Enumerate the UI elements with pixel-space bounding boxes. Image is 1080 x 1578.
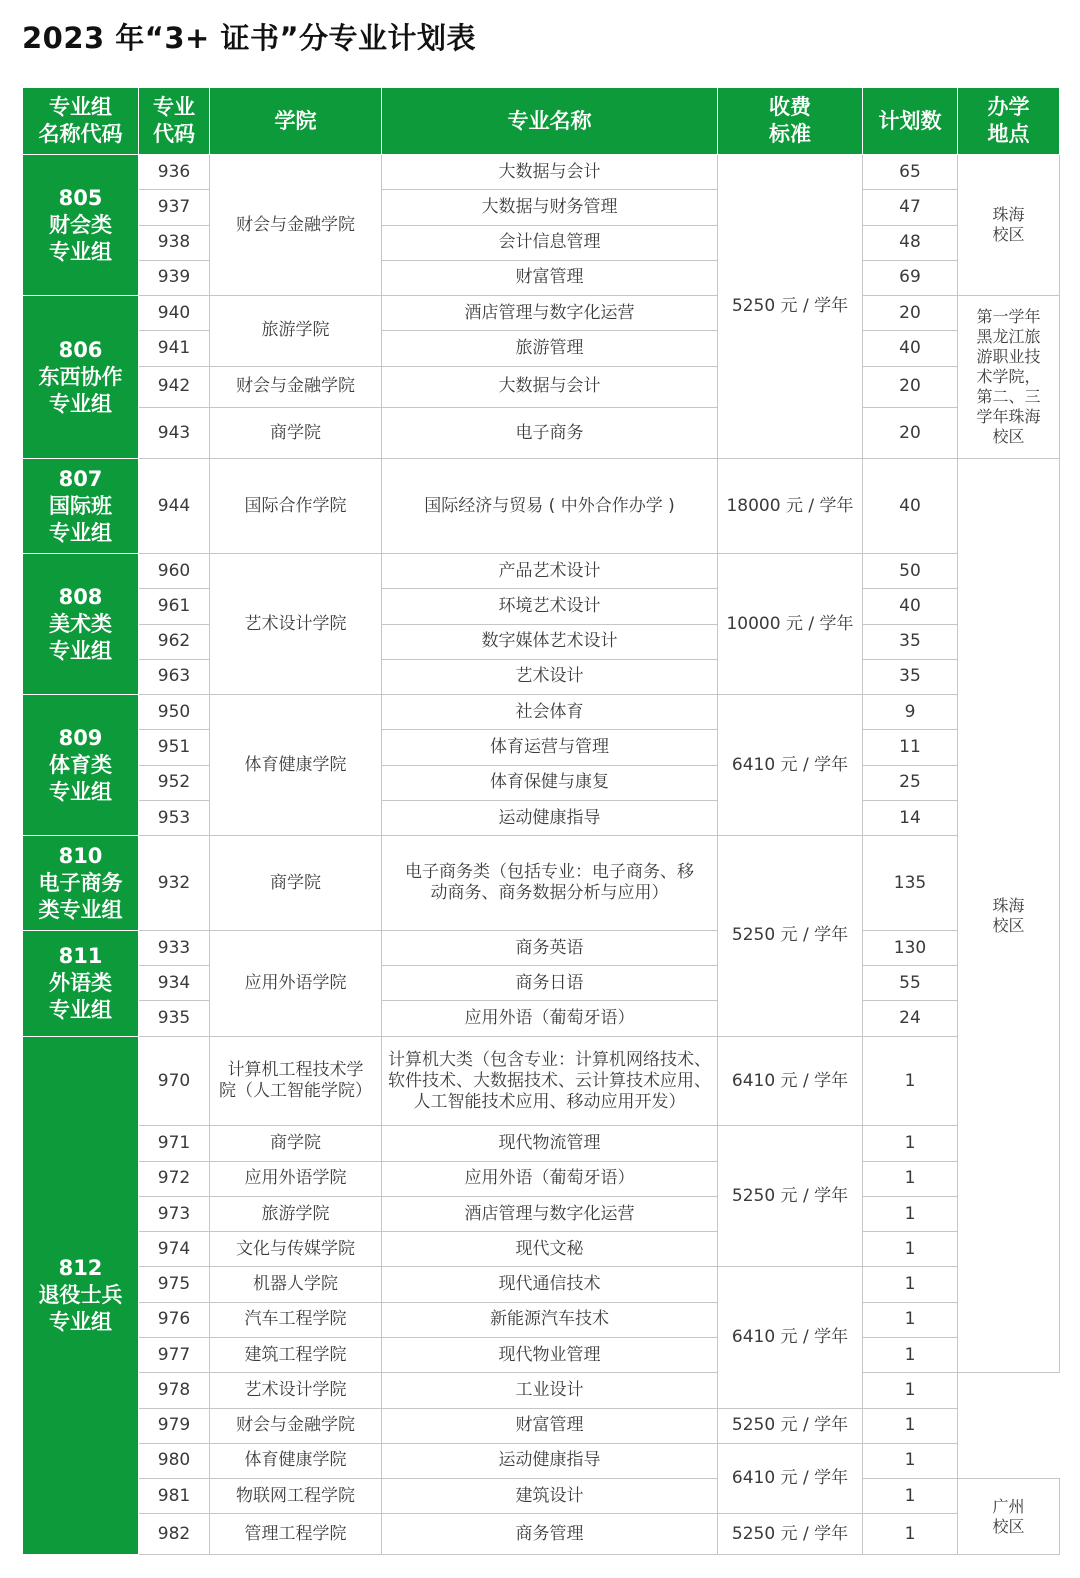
major-name: 大数据与财务管理 [382, 190, 718, 225]
table-row [23, 1373, 1060, 1408]
header-quota: 计划数 [863, 88, 958, 155]
table-row [23, 800, 1060, 835]
plan-quota: 14 [863, 800, 958, 835]
major-code: 978 [139, 1373, 210, 1408]
college-name: 国际合作学院 [210, 459, 382, 554]
group-label: 808 美术类 专业组 [23, 554, 139, 695]
header-major-name: 专业名称 [382, 88, 718, 155]
table-row [23, 765, 1060, 800]
major-code: 961 [139, 589, 210, 624]
plan-quota: 11 [863, 730, 958, 765]
fee-standard: 10000 元 / 学年 [718, 554, 863, 695]
plan-quota: 55 [863, 966, 958, 1001]
major-name: 应用外语（葡萄牙语） [382, 1161, 718, 1196]
major-name: 艺术设计 [382, 659, 718, 694]
plan-quota: 48 [863, 225, 958, 260]
table-row [23, 1479, 1060, 1514]
header-fee: 收费 标准 [718, 88, 863, 155]
college-name: 旅游学院 [210, 296, 382, 367]
table-row [23, 930, 1060, 965]
college-name: 应用外语学院 [210, 930, 382, 1036]
fee-standard: 5250 元 / 学年 [718, 1126, 863, 1267]
table-row [23, 260, 1060, 295]
plan-quota: 1 [863, 1267, 958, 1302]
table-row [23, 1001, 1060, 1036]
major-name: 社会体育 [382, 695, 718, 730]
group-label: 810 电子商务 类专业组 [23, 836, 139, 931]
fee-standard: 6410 元 / 学年 [718, 1443, 863, 1514]
plan-quota: 24 [863, 1001, 958, 1036]
major-name: 旅游管理 [382, 331, 718, 366]
campus-location: 珠海 校区 [958, 155, 1060, 296]
plan-quota: 47 [863, 190, 958, 225]
table-row [23, 730, 1060, 765]
major-code: 962 [139, 624, 210, 659]
major-name: 体育运营与管理 [382, 730, 718, 765]
major-code: 971 [139, 1126, 210, 1161]
table-row [23, 1337, 1060, 1372]
major-code: 981 [139, 1479, 210, 1514]
major-code: 982 [139, 1514, 210, 1555]
major-code: 960 [139, 554, 210, 589]
major-name: 数字媒体艺术设计 [382, 624, 718, 659]
enrollment-plan-table [22, 87, 1060, 1555]
major-name: 酒店管理与数字化运营 [382, 296, 718, 331]
major-name: 现代通信技术 [382, 1267, 718, 1302]
college-name: 建筑工程学院 [210, 1337, 382, 1372]
major-name: 财富管理 [382, 260, 718, 295]
major-name: 酒店管理与数字化运营 [382, 1196, 718, 1231]
major-code: 951 [139, 730, 210, 765]
table-row [23, 1302, 1060, 1337]
major-name: 现代物流管理 [382, 1126, 718, 1161]
college-name: 机器人学院 [210, 1267, 382, 1302]
plan-quota: 65 [863, 155, 958, 190]
group-label: 806 东西协作 专业组 [23, 296, 139, 459]
fee-standard: 6410 元 / 学年 [718, 1036, 863, 1126]
major-code: 935 [139, 1001, 210, 1036]
college-name: 商学院 [210, 836, 382, 931]
table-row [23, 695, 1060, 730]
plan-quota: 1 [863, 1232, 958, 1267]
plan-quota: 1 [863, 1443, 958, 1478]
plan-quota: 1 [863, 1302, 958, 1337]
college-name: 商学院 [210, 1126, 382, 1161]
major-name: 电子商务 [382, 407, 718, 458]
table-row [23, 624, 1060, 659]
major-name: 体育保健与康复 [382, 765, 718, 800]
college-name: 体育健康学院 [210, 695, 382, 836]
major-code: 970 [139, 1036, 210, 1126]
group-label: 812 退役士兵 专业组 [23, 1036, 139, 1554]
plan-quota: 20 [863, 366, 958, 407]
major-name: 现代物业管理 [382, 1337, 718, 1372]
major-name: 计算机大类（包含专业：计算机网络技术、 软件技术、大数据技术、云计算技术应用、 人工智能技术应用、移动应用开发） [382, 1036, 718, 1126]
plan-quota: 40 [863, 459, 958, 554]
major-code: 942 [139, 366, 210, 407]
group-label: 807 国际班 专业组 [23, 459, 139, 554]
major-name: 商务英语 [382, 930, 718, 965]
major-name: 商务日语 [382, 966, 718, 1001]
plan-quota: 1 [863, 1479, 958, 1514]
major-code: 963 [139, 659, 210, 694]
table-row [23, 1408, 1060, 1443]
plan-quota: 1 [863, 1514, 958, 1555]
major-code: 943 [139, 407, 210, 458]
major-name: 电子商务类（包括专业：电子商务、移 动商务、商务数据分析与应用） [382, 836, 718, 931]
major-name: 会计信息管理 [382, 225, 718, 260]
plan-quota: 135 [863, 836, 958, 931]
table-row [23, 155, 1060, 190]
major-code: 973 [139, 1196, 210, 1231]
page-title: 2023 年“3+ 证书”分专业计划表 [22, 21, 477, 55]
major-name: 大数据与会计 [382, 155, 718, 190]
fee-standard: 5250 元 / 学年 [718, 155, 863, 459]
plan-quota: 35 [863, 624, 958, 659]
header-college: 学院 [210, 88, 382, 155]
major-code: 953 [139, 800, 210, 835]
major-name: 工业设计 [382, 1373, 718, 1408]
table-row [23, 554, 1060, 589]
major-code: 937 [139, 190, 210, 225]
table-row [23, 1036, 1060, 1126]
plan-quota: 20 [863, 407, 958, 458]
table-row [23, 190, 1060, 225]
table-row [23, 1232, 1060, 1267]
table-row [23, 459, 1060, 554]
major-code: 936 [139, 155, 210, 190]
fee-standard: 5250 元 / 学年 [718, 836, 863, 1037]
plan-quota: 1 [863, 1373, 958, 1408]
table-row [23, 296, 1060, 331]
major-code: 939 [139, 260, 210, 295]
major-name: 运动健康指导 [382, 1443, 718, 1478]
header-major-code: 专业 代码 [139, 88, 210, 155]
college-name: 旅游学院 [210, 1196, 382, 1231]
major-name: 环境艺术设计 [382, 589, 718, 624]
major-code: 932 [139, 836, 210, 931]
college-name: 财会与金融学院 [210, 366, 382, 407]
group-label: 809 体育类 专业组 [23, 695, 139, 836]
major-code: 950 [139, 695, 210, 730]
major-code: 980 [139, 1443, 210, 1478]
plan-quota: 9 [863, 695, 958, 730]
plan-quota: 40 [863, 589, 958, 624]
table-row [23, 1514, 1060, 1555]
major-code: 977 [139, 1337, 210, 1372]
table-row [23, 407, 1060, 458]
major-code: 933 [139, 930, 210, 965]
fee-standard: 5250 元 / 学年 [718, 1514, 863, 1555]
table-header-row [23, 88, 1060, 155]
table-row [23, 331, 1060, 366]
campus-location: 珠海 校区 [958, 459, 1060, 1373]
table-row [23, 1443, 1060, 1478]
college-name: 财会与金融学院 [210, 155, 382, 296]
header-location: 办学 地点 [958, 88, 1060, 155]
group-label: 805 财会类 专业组 [23, 155, 139, 296]
plan-quota: 1 [863, 1161, 958, 1196]
fee-standard: 6410 元 / 学年 [718, 1267, 863, 1408]
fee-standard: 18000 元 / 学年 [718, 459, 863, 554]
college-name: 汽车工程学院 [210, 1302, 382, 1337]
plan-quota: 25 [863, 765, 958, 800]
college-name: 艺术设计学院 [210, 554, 382, 695]
campus-location: 第一学年 黑龙江旅 游职业技 术学院， 第二、三 学年珠海 校区 [958, 296, 1060, 459]
college-name: 体育健康学院 [210, 1443, 382, 1478]
college-name: 应用外语学院 [210, 1161, 382, 1196]
major-name: 新能源汽车技术 [382, 1302, 718, 1337]
campus-location: 广州 校区 [958, 1479, 1060, 1555]
table-row [23, 1267, 1060, 1302]
major-code: 976 [139, 1302, 210, 1337]
major-name: 运动健康指导 [382, 800, 718, 835]
table-row [23, 1161, 1060, 1196]
college-name: 管理工程学院 [210, 1514, 382, 1555]
plan-quota: 1 [863, 1196, 958, 1231]
plan-quota: 1 [863, 1036, 958, 1126]
college-name: 文化与传媒学院 [210, 1232, 382, 1267]
major-code: 934 [139, 966, 210, 1001]
table-row [23, 366, 1060, 407]
major-code: 940 [139, 296, 210, 331]
major-code: 979 [139, 1408, 210, 1443]
college-name: 计算机工程技术学 院（人工智能学院） [210, 1036, 382, 1126]
plan-quota: 130 [863, 930, 958, 965]
plan-quota: 40 [863, 331, 958, 366]
major-name: 产品艺术设计 [382, 554, 718, 589]
major-code: 972 [139, 1161, 210, 1196]
major-name: 大数据与会计 [382, 366, 718, 407]
major-name: 财富管理 [382, 1408, 718, 1443]
table-row [23, 1196, 1060, 1231]
plan-quota: 50 [863, 554, 958, 589]
major-name: 商务管理 [382, 1514, 718, 1555]
major-name: 现代文秘 [382, 1232, 718, 1267]
college-name: 财会与金融学院 [210, 1408, 382, 1443]
plan-quota: 1 [863, 1408, 958, 1443]
table-row [23, 659, 1060, 694]
major-name: 国际经济与贸易 ( 中外合作办学 ) [382, 459, 718, 554]
plan-quota: 1 [863, 1126, 958, 1161]
plan-quota: 69 [863, 260, 958, 295]
college-name: 物联网工程学院 [210, 1479, 382, 1514]
table-row [23, 836, 1060, 931]
table-row [23, 966, 1060, 1001]
major-code: 974 [139, 1232, 210, 1267]
college-name: 艺术设计学院 [210, 1373, 382, 1408]
plan-quota: 1 [863, 1337, 958, 1372]
major-code: 941 [139, 331, 210, 366]
table-row [23, 589, 1060, 624]
major-code: 944 [139, 459, 210, 554]
header-group-code: 专业组 名称代码 [23, 88, 139, 155]
plan-quota: 20 [863, 296, 958, 331]
college-name: 商学院 [210, 407, 382, 458]
fee-standard: 5250 元 / 学年 [718, 1408, 863, 1443]
major-name: 应用外语（葡萄牙语） [382, 1001, 718, 1036]
major-name: 建筑设计 [382, 1479, 718, 1514]
fee-standard: 6410 元 / 学年 [718, 695, 863, 836]
major-code: 938 [139, 225, 210, 260]
major-code: 952 [139, 765, 210, 800]
major-code: 975 [139, 1267, 210, 1302]
table-row [23, 1126, 1060, 1161]
table-row [23, 225, 1060, 260]
group-label: 811 外语类 专业组 [23, 930, 139, 1036]
plan-quota: 35 [863, 659, 958, 694]
